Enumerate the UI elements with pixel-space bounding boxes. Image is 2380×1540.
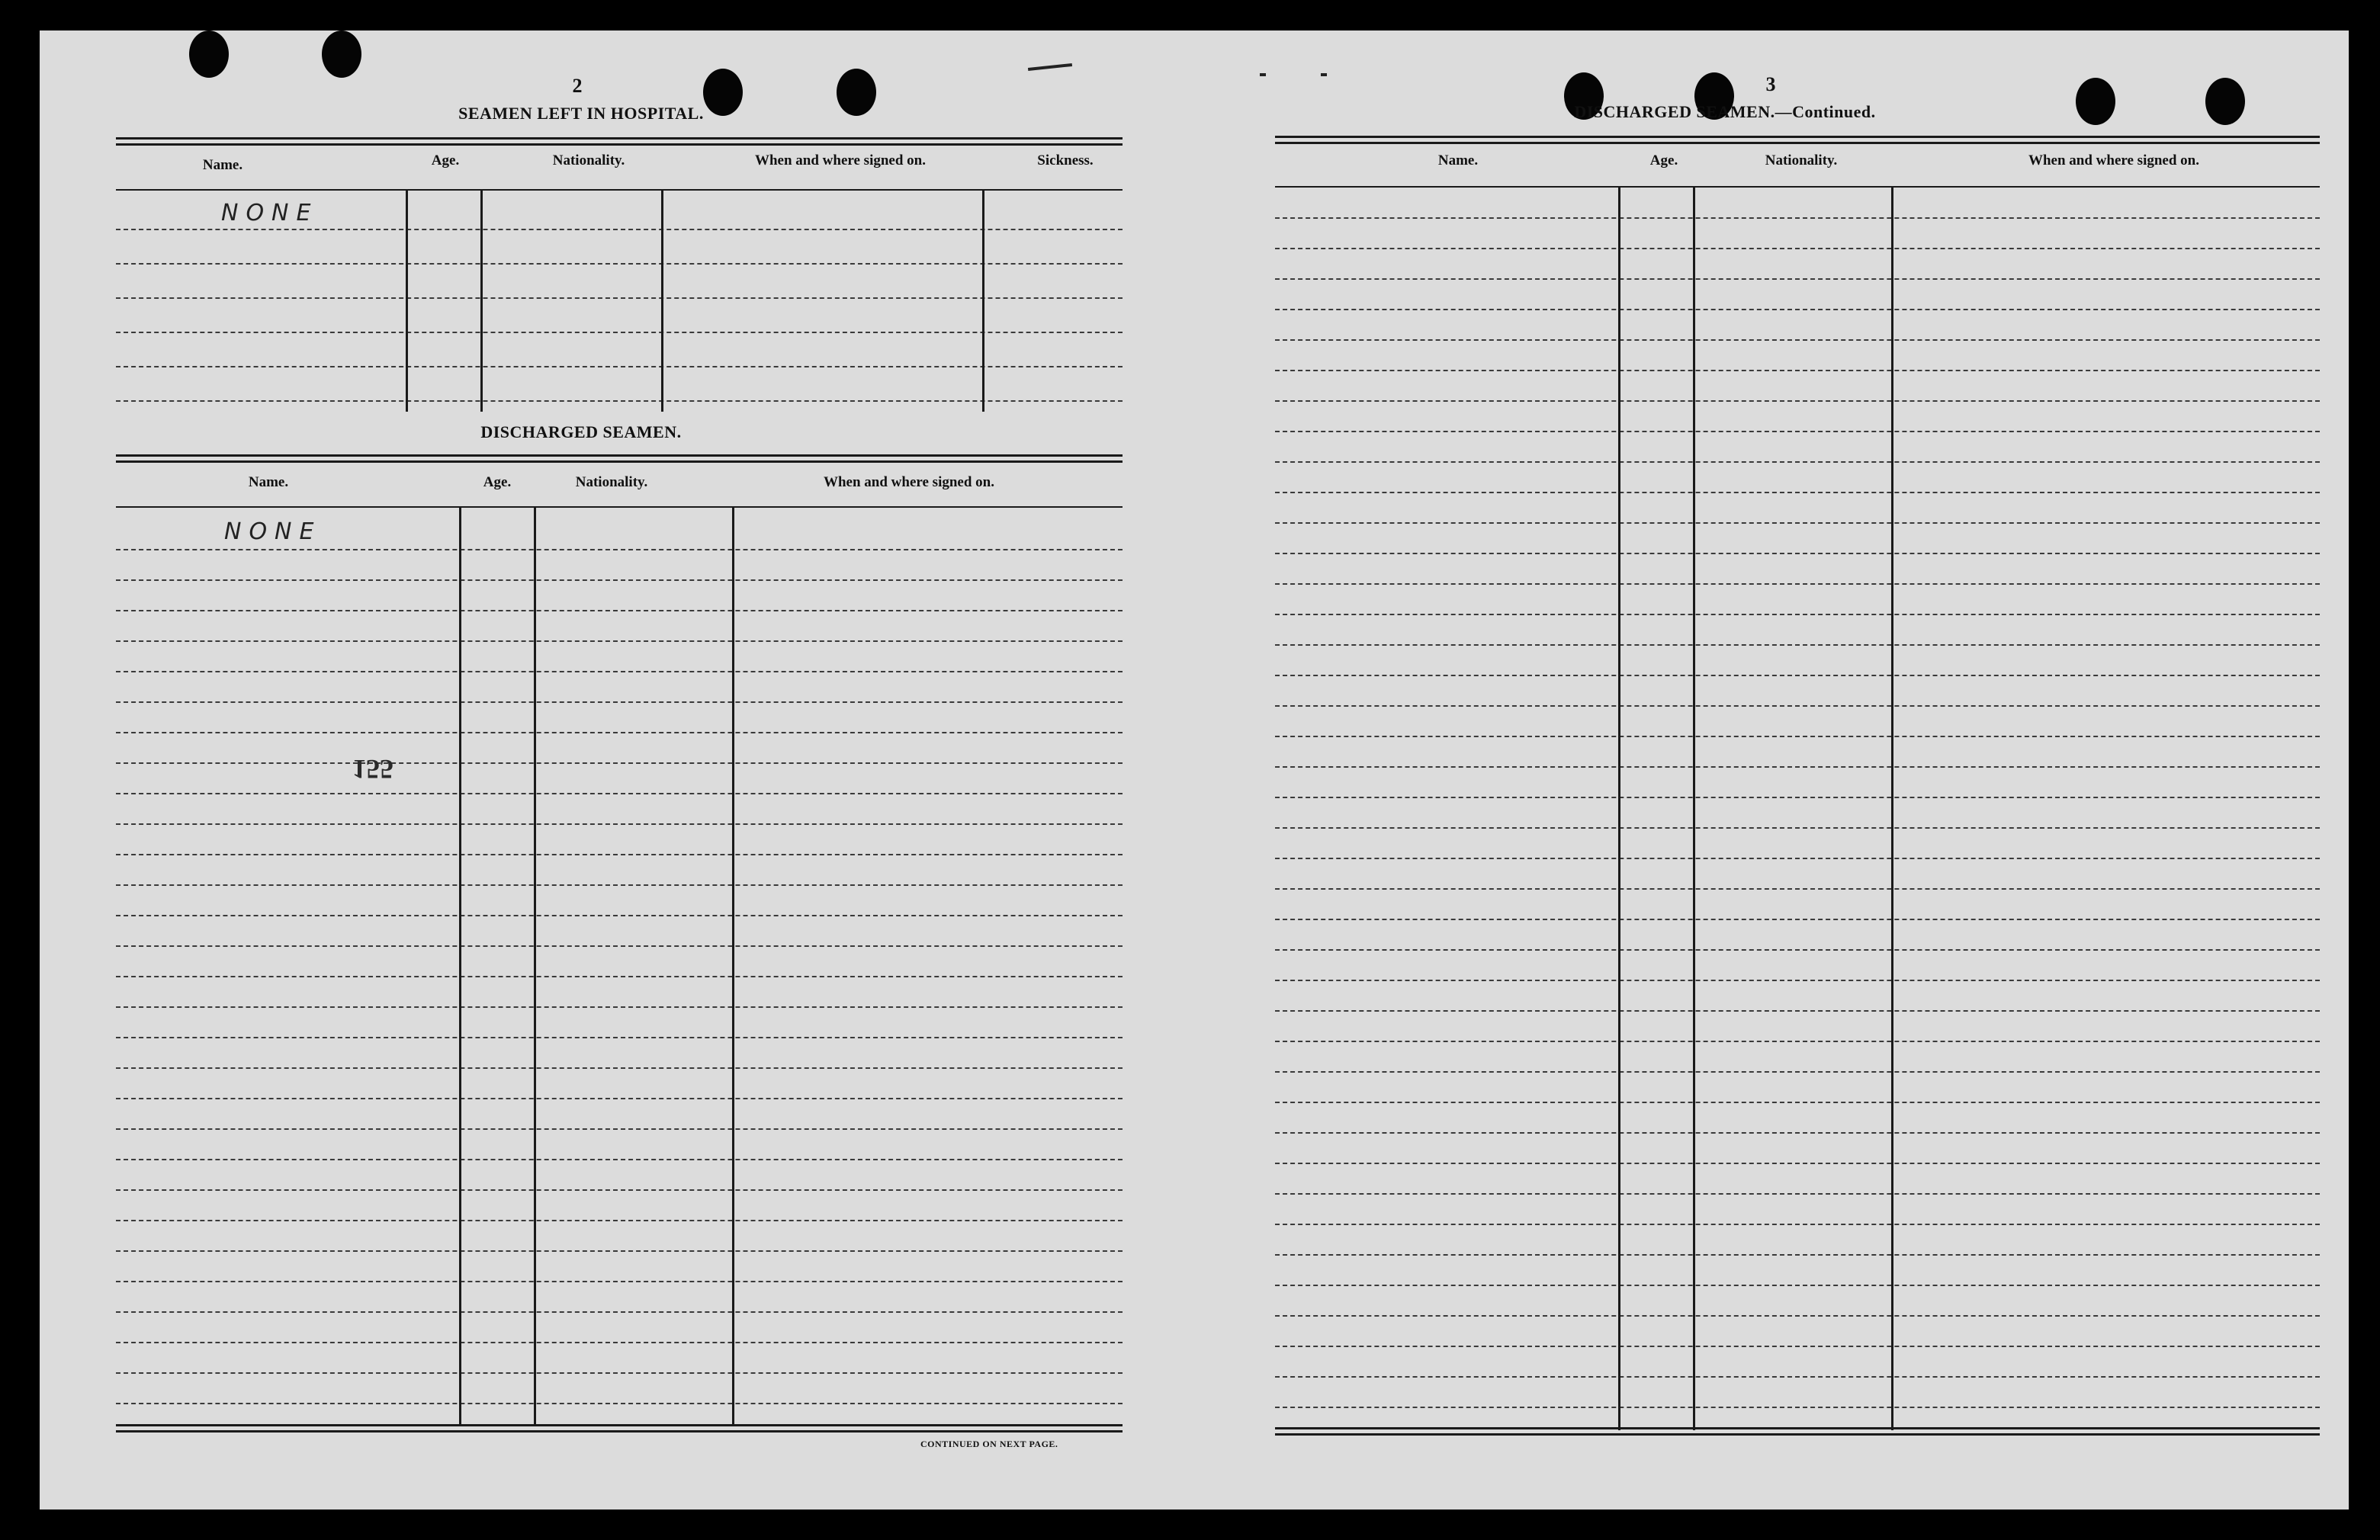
- ruled-line: [1275, 888, 2320, 890]
- ruled-line: [116, 1281, 1123, 1282]
- ruled-line: [1275, 583, 2320, 585]
- punch-hole: [322, 30, 361, 78]
- column-rule: [1891, 188, 1893, 1430]
- ruled-line: [116, 671, 1123, 672]
- ruled-line: [116, 332, 1123, 333]
- column-rule: [982, 191, 984, 412]
- ruled-line: [1275, 248, 2320, 249]
- ruled-line: [116, 1098, 1123, 1099]
- ruled-line: [116, 579, 1123, 581]
- ruled-line: [1275, 980, 2320, 981]
- ruled-line: [116, 297, 1123, 299]
- handwritten-entry: NONE: [224, 518, 322, 545]
- ruled-line: [1275, 644, 2320, 646]
- col-nationality: Nationality.: [1765, 152, 1838, 168]
- ruled-line: [1275, 431, 2320, 432]
- col-name: Name.: [248, 474, 289, 490]
- ruled-line: [1275, 797, 2320, 798]
- ink-mark: [1321, 73, 1327, 76]
- ruled-line: [1275, 1254, 2320, 1256]
- table-top-rule: [116, 460, 1123, 463]
- table-bottom-rule: [116, 1424, 1123, 1426]
- ruled-line: [1275, 278, 2320, 280]
- ruled-line: [1275, 1407, 2320, 1408]
- stamped-number: 155: [352, 754, 393, 784]
- ruled-line: [116, 793, 1123, 794]
- col-nationality: Nationality.: [552, 152, 625, 168]
- ruled-line: [116, 229, 1123, 230]
- ruled-line: [116, 884, 1123, 886]
- ruled-line: [116, 640, 1123, 642]
- col-age: Age.: [1649, 152, 1678, 168]
- ruled-line: [116, 1128, 1123, 1130]
- ruled-line: [1275, 1346, 2320, 1347]
- column-rule: [732, 508, 734, 1426]
- column-rule: [661, 191, 663, 412]
- ruled-line: [1275, 217, 2320, 219]
- ruled-line: [116, 610, 1123, 611]
- col-age: Age.: [431, 152, 460, 168]
- ruled-line: [116, 1006, 1123, 1008]
- table-top-rule: [1275, 142, 2320, 144]
- ink-mark: [1028, 63, 1072, 71]
- ruled-line: [116, 1159, 1123, 1160]
- page-number: 3: [1765, 73, 1776, 95]
- ruled-line: [1275, 1071, 2320, 1073]
- page-number: 2: [572, 75, 583, 97]
- ruled-line: [116, 1403, 1123, 1404]
- ruled-line: [1275, 1224, 2320, 1225]
- table-top-rule: [1275, 136, 2320, 138]
- section-title: DISCHARGED SEAMEN.: [480, 422, 682, 441]
- ruled-line: [1275, 339, 2320, 341]
- col-name: Name.: [1437, 152, 1479, 168]
- col-signed-on: When and where signed on.: [754, 152, 926, 168]
- ruled-line: [1275, 1285, 2320, 1286]
- table-top-rule: [116, 137, 1123, 140]
- table-top-rule: [116, 143, 1123, 146]
- continued-note: CONTINUED ON NEXT PAGE.: [920, 1439, 1058, 1449]
- col-name: Name.: [202, 157, 243, 173]
- ruled-line: [116, 762, 1123, 764]
- punch-hole: [189, 30, 229, 78]
- header-rule: [1275, 186, 2320, 188]
- punch-hole: [2076, 78, 2115, 125]
- ruled-line: [1275, 614, 2320, 615]
- ruled-line: [116, 1342, 1123, 1343]
- ruled-line: [1275, 858, 2320, 859]
- ruled-line: [116, 823, 1123, 825]
- ruled-line: [1275, 553, 2320, 554]
- ruled-line: [116, 854, 1123, 855]
- column-rule: [406, 191, 408, 412]
- ruled-line: [1275, 1041, 2320, 1042]
- col-nationality: Nationality.: [575, 474, 648, 490]
- ruled-line: [116, 1067, 1123, 1069]
- ruled-line: [1275, 919, 2320, 920]
- ruled-line: [1275, 1102, 2320, 1103]
- section-title: SEAMEN LEFT IN HOSPITAL.: [458, 104, 704, 123]
- column-rule: [534, 508, 536, 1426]
- col-signed-on: When and where signed on.: [823, 474, 994, 490]
- ruled-line: [116, 549, 1123, 550]
- handwritten-entry: NONE: [221, 200, 319, 226]
- column-rule: [459, 508, 461, 1426]
- ruled-line: [1275, 309, 2320, 310]
- col-sickness: Sickness.: [1037, 152, 1094, 168]
- col-signed-on: When and where signed on.: [2028, 152, 2199, 168]
- table-bottom-rule: [1275, 1433, 2320, 1436]
- punch-hole: [837, 69, 876, 116]
- ruled-line: [1275, 827, 2320, 829]
- table-top-rule: [116, 454, 1123, 457]
- ruled-line: [1275, 736, 2320, 737]
- ruled-line: [1275, 1163, 2320, 1164]
- table-bottom-rule: [1275, 1427, 2320, 1429]
- ruled-line: [1275, 949, 2320, 951]
- ruled-line: [1275, 1010, 2320, 1012]
- column-rule: [1618, 188, 1620, 1430]
- ruled-line: [1275, 1315, 2320, 1317]
- ruled-line: [1275, 1376, 2320, 1378]
- ruled-line: [116, 1311, 1123, 1313]
- ruled-line: [1275, 675, 2320, 676]
- column-rule: [1693, 188, 1695, 1430]
- column-rule: [480, 191, 483, 412]
- ruled-line: [116, 1037, 1123, 1038]
- ruled-line: [1275, 522, 2320, 524]
- ruled-line: [1275, 1132, 2320, 1134]
- scanned-document: [40, 30, 2349, 1510]
- ruled-line: [1275, 492, 2320, 493]
- ruled-line: [116, 976, 1123, 977]
- section-title: DISCHARGED SEAMEN.—Continued.: [1574, 102, 1876, 121]
- ink-mark: [1260, 73, 1266, 76]
- ruled-line: [116, 1372, 1123, 1374]
- ruled-line: [1275, 766, 2320, 768]
- punch-hole: [2205, 78, 2245, 125]
- ruled-line: [116, 945, 1123, 947]
- header-rule: [116, 506, 1123, 508]
- ruled-line: [116, 1250, 1123, 1252]
- ruled-line: [1275, 1193, 2320, 1195]
- ruled-line: [1275, 370, 2320, 371]
- ruled-line: [1275, 400, 2320, 402]
- ruled-line: [116, 400, 1123, 402]
- ruled-line: [116, 1189, 1123, 1191]
- ruled-line: [116, 263, 1123, 265]
- col-age: Age.: [483, 474, 512, 490]
- header-rule: [116, 189, 1123, 191]
- ruled-line: [1275, 705, 2320, 707]
- ruled-line: [116, 915, 1123, 916]
- ruled-line: [116, 366, 1123, 367]
- ruled-line: [116, 1220, 1123, 1221]
- ruled-line: [1275, 461, 2320, 463]
- table-bottom-rule: [116, 1430, 1123, 1433]
- ruled-line: [116, 701, 1123, 703]
- ruled-line: [116, 732, 1123, 733]
